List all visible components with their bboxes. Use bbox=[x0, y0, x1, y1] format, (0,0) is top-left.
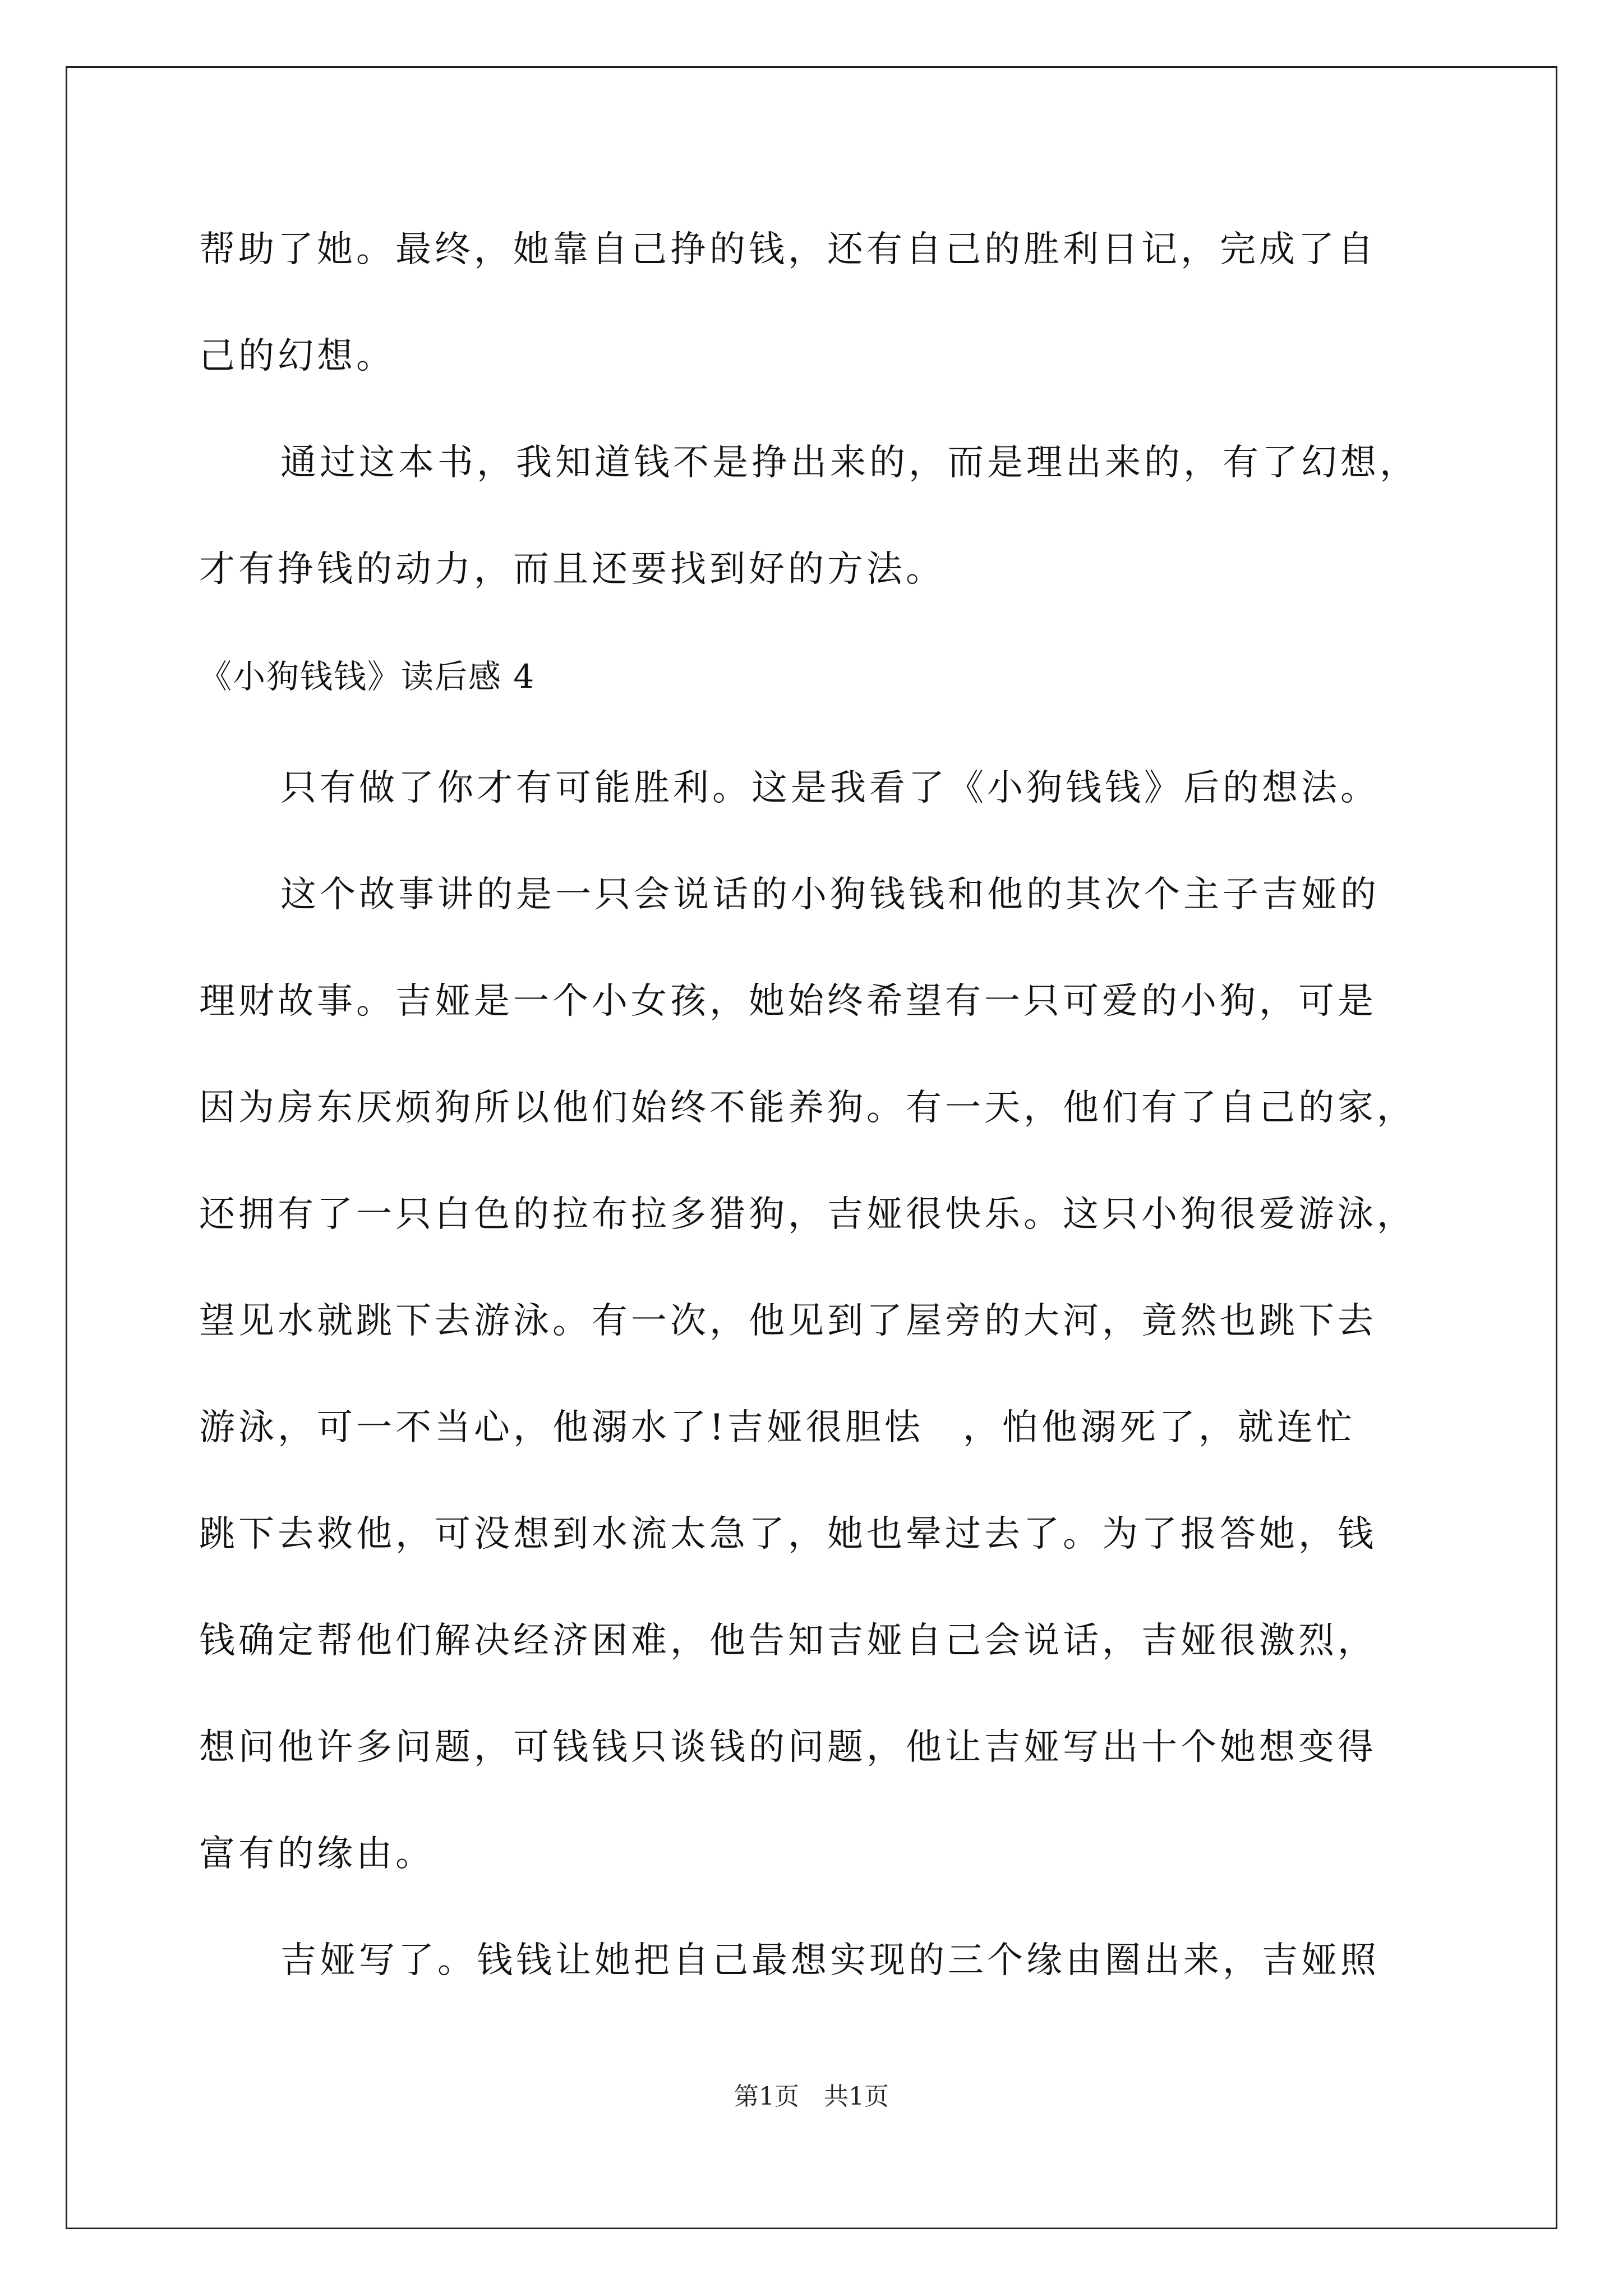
text-line: 己的幻想。 bbox=[199, 335, 395, 377]
text-line: 还拥有了一只白色的拉布拉多猎狗，吉娅很快乐。这只小狗很爱游泳， bbox=[199, 1194, 1416, 1235]
paragraph-start: 通过这本书，我知道钱不是挣出来的，而是理出来的，有了幻想， bbox=[280, 442, 1419, 484]
paragraph-start: 这个故事讲的是一只会说话的小狗钱钱和他的其次个主子吉娅的 bbox=[280, 874, 1380, 915]
text-line: 游泳，可一不当心，他溺水了!吉娅很胆怯 ，怕他溺死了，就连忙 bbox=[199, 1407, 1355, 1448]
text-line: 望见水就跳下去游泳。有一次，他见到了屋旁的大河，竟然也跳下去 bbox=[199, 1300, 1377, 1342]
text-line: 富有的缘由。 bbox=[199, 1833, 435, 1875]
paragraph-start: 只有做了你才有可能胜利。这是我看了《小狗钱钱》后的想法。 bbox=[280, 767, 1380, 809]
text-line: 钱确定帮他们解决经济困难，他告知吉娅自己会说话，吉娅很激烈， bbox=[199, 1620, 1377, 1662]
page-number-footer: 第1页 共1页 bbox=[734, 2082, 889, 2111]
text-line: 想问他许多问题，可钱钱只谈钱的问题，他让吉娅写出十个她想变得 bbox=[199, 1727, 1377, 1768]
section-heading: 《小狗钱钱》读后感 4 bbox=[199, 657, 536, 696]
page-border bbox=[66, 66, 1557, 2229]
text-line: 帮助了她。最终，她靠自己挣的钱，还有自己的胜利日记，完成了自 bbox=[199, 229, 1377, 270]
text-line: 跳下去救他，可没想到水流太急了，她也晕过去了。为了报答她，钱 bbox=[199, 1513, 1377, 1555]
text-line: 才有挣钱的动力，而且还要找到好的方法。 bbox=[199, 549, 945, 590]
text-line: 因为房东厌烦狗所以他们始终不能养狗。有一天，他们有了自己的家， bbox=[199, 1087, 1416, 1129]
text-line: 理财故事。吉娅是一个小女孩，她始终希望有一只可爱的小狗，可是 bbox=[199, 981, 1377, 1022]
paragraph-start: 吉娅写了。钱钱让她把自己最想实现的三个缘由圈出来，吉娅照 bbox=[280, 1940, 1380, 1981]
